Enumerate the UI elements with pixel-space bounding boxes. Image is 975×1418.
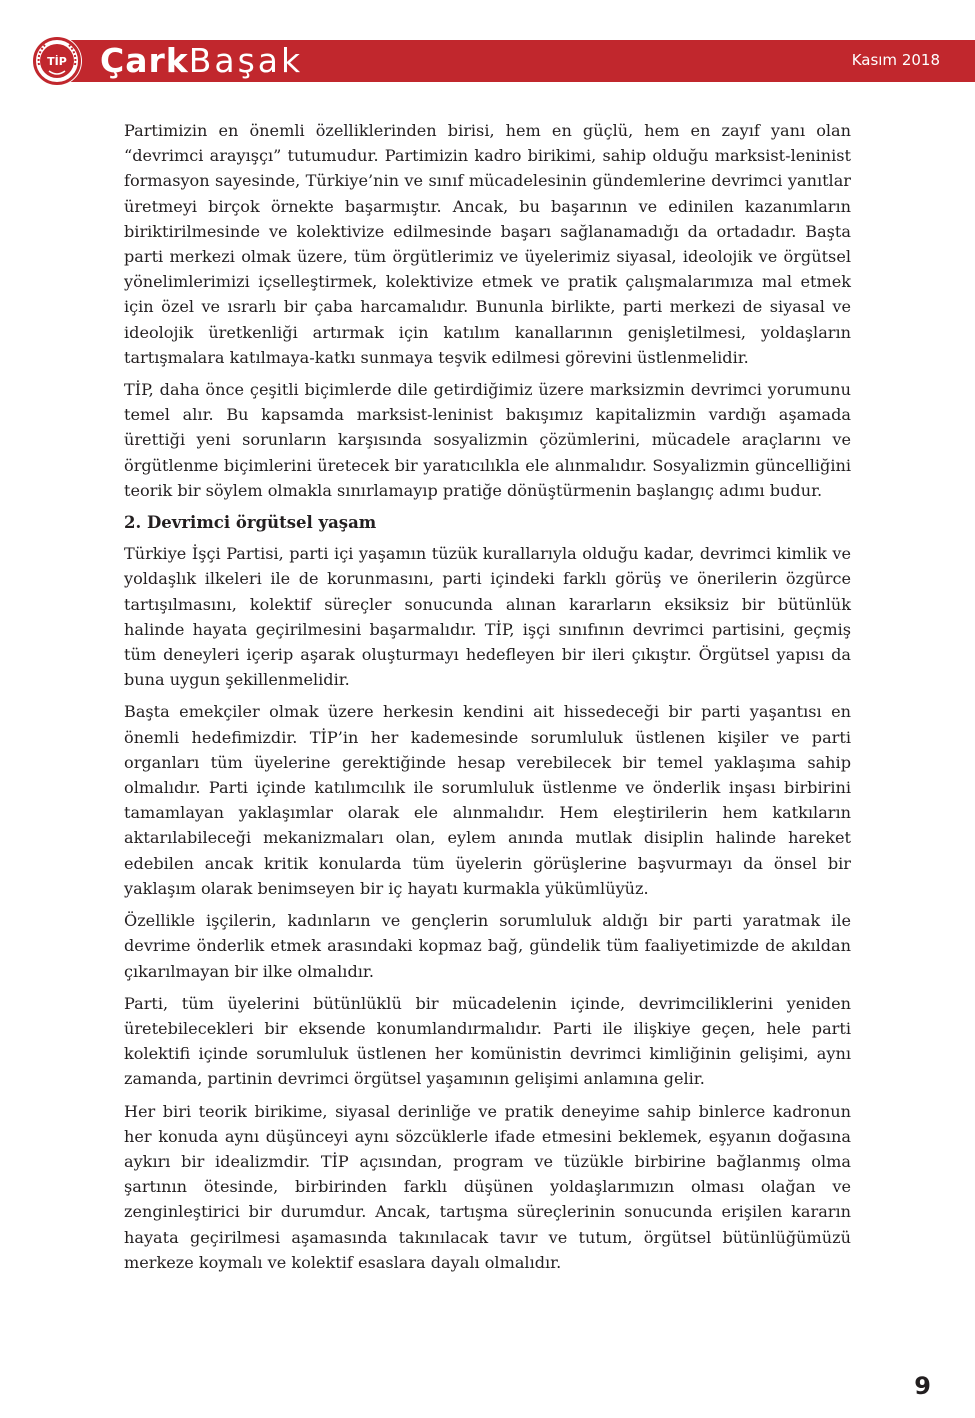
section-heading: 2. Devrimci örgütsel yaşam bbox=[124, 513, 377, 533]
paragraph: Parti, tüm üyelerini bütünlüklü bir mücadelenin içinde, devrimciliklerini yeniden üretebilecekleri bir eksende konumlandırmalıdır. Parti ile ilişkiye geçen, hele parti kolektifi içinde sorumluluk üstlenen her komünistin devrimci kimliğinin gelişimi, aynı zamanda, partinin devrimci örgütsel yaşamının gelişimi anlamına gelir. bbox=[124, 993, 851, 1089]
brand-part-1: Çark bbox=[100, 41, 189, 80]
issue-date: Kasım 2018 bbox=[851, 51, 940, 69]
brand-part-2: Başak bbox=[188, 41, 304, 80]
paragraph: Her biri teorik birikime, siyasal derinliğe ve pratik deneyime sahip binlerce kadronun her konuda aynı düşünceyi aynı sözcüklerle ifade etmesini beklemek, eşyanın doğasına aykırı bir idealizmdir. TİP açısından, program ve tüzükle birbirine bağlanmış olma şartının ötesinde, birbirinden farklı düşünen yoldaşlarımızın olması olağan ve zenginleştirici bir durumdur. Ancak, tartışma süreçlerinin sonucunda erişilen kararın hayata geçirilmesi aşamasında takınılacak tavır ve tutum, örgütsel bütünlüğümüzü merkeze koymalı ve kolektif esaslara dayalı olmalıdır. bbox=[124, 1101, 851, 1272]
paragraph: TİP, daha önce çeşitli biçimlerde dile getirdiğimiz üzere marksizmin devrimci yorumunu temel alır. Bu kapsamda marksist-leninist bakışımız kapitalizmin vardığı aşamada ürettiği yeni sorunların karşısında sosyalizmin çözümlerini, mücadele araçlarını ve örgütlenme biçimlerini üretecek bir yaratıcılıkla ele alınmalıdır. Sosyalizmin güncelliğini teorik bir söylem olmakla sınırlamayıp pratiğe dönüştürmenin başlangıç adımı budur. bbox=[124, 380, 851, 500]
tip-logo-icon bbox=[31, 35, 83, 87]
article-body bbox=[124, 118, 851, 1282]
paragraph: Türkiye İşçi Partisi, parti içi yaşamın tüzük kurallarıyla olduğu kadar, devrimci kimlik ve yoldaşlık ilkeleri ile de korunmasını, parti içindeki farklı görüş ve önerilerin özgürce tartışılmasını, kolektif süreçler sonucunda alınan kararların eksiksiz bir bütünlük halinde hayata geçirilmesini başarmalıdır. TİP, işçi sınıfının devrimci partisini, geçmiş tüm deneyleri içerip aşarak oluşturmayı hedefleyen bir ileri çıkıştır. Örgütsel yapısı da buna uygun şekillenmelidir. bbox=[124, 544, 851, 690]
magazine-title bbox=[100, 40, 303, 82]
paragraph: Partimizin en önemli özelliklerinden birisi, hem en güçlü, hem en zayıf yanı olan “devrimci arayışçı” tutumudur. Partimizin kadro birikimi, sahip olduğu marksist-leninist formasyon sayesinde, Türkiye’nin ve sınıf mücadelesinin gündemlerine devrimci yanıtlar üretmeyi birçok örnekte başarmıştır. Ancak, bu başarının ve edinilen kazanımların biriktirilmesinde ve kolektivize edilmesinde başarı sağlanamadığı da ortadadır. Başta parti merkezi olmak üzere, tüm örgütlerimiz ve üyelerimiz siyasal, ideolojik ve örgütsel yönelimlerimizi içselleştirmek, kolektivize etmek ve pratik çalışmalarımıza mal etmek için özel ve ısrarlı bir çaba harcamalıdır. Bununla birlikte, parti merkezi de siyasal ve ideolojik üretkenliği artırmak için katılım kanallarının genişletilmesi, yoldaşların tartışmalara katılmaya-katkı sunmaya teşvik edilmesi görevini üstlenmelidir. bbox=[124, 121, 851, 367]
paragraph: Başta emekçiler olmak üzere herkesin kendini ait hissedeceği bir parti yaşantısı en önemli hedefimizdir. TİP’in her kademesinde sorumluluk üstlenen kişiler ve parti organları tüm üyelerine gerektiğinde hesap verebilecek bir temel yaklaşıma sahip olmalıdır. Parti içinde katılımcılık ile sorumluluk üstlenme ve önderlik inşası birbirini tamamlayan yaklaşımlar olarak ele alınmalıdır. Hem eleştirilerin hem katkıların aktarılabileceği mekanizmaları olan, eylem anında mutlak disiplin halinde hareket edebilen ancak kritik konularda tüm üyelerin görüşlerine başvurmayı da önsel bir yaklaşım olarak benimseyen bir iç hayatı kurmakla yükümlüyüz. bbox=[124, 702, 851, 898]
page-number: 9 bbox=[914, 1372, 931, 1400]
logo-text: TİP bbox=[47, 55, 67, 68]
paragraph: Özellikle işçilerin, kadınların ve gençlerin sorumluluk aldığı bir parti yaratmak ile devrime önderlik etmek arasındaki kopmaz bağ, gündelik tüm faaliyetimizde de akıldan çıkarılmayan bir ilke olmalıdır. bbox=[124, 911, 851, 981]
page-header bbox=[0, 40, 975, 82]
